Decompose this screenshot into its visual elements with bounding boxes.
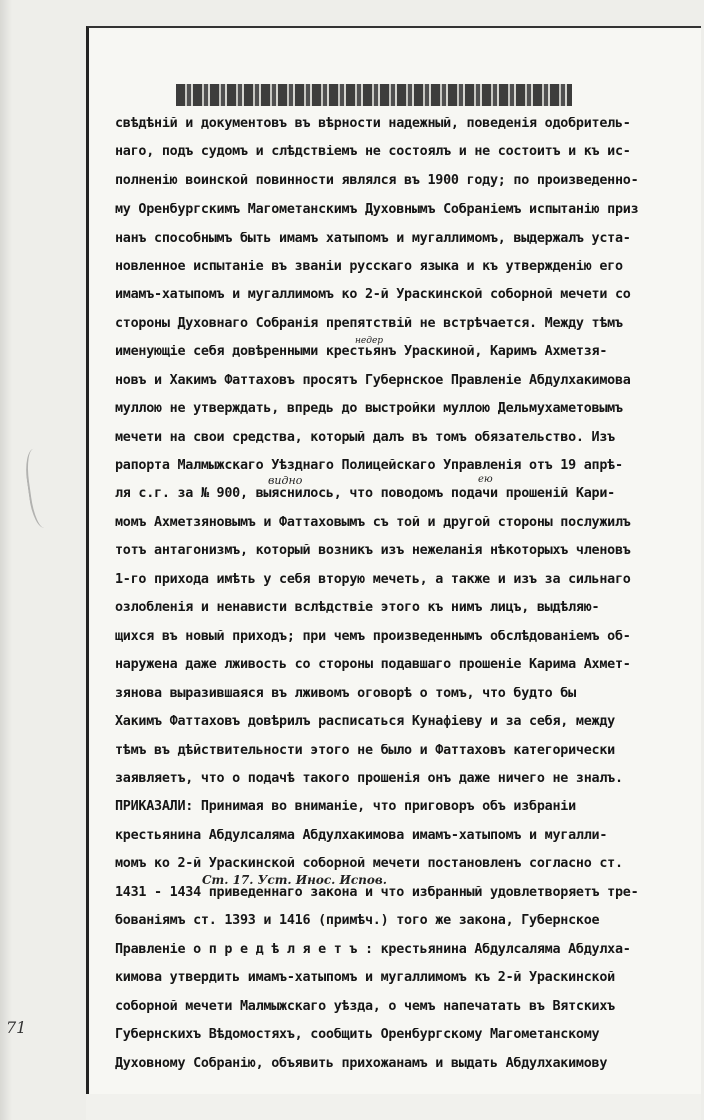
- handwritten-insert: ею: [478, 474, 493, 485]
- page-bottom: [86, 1094, 701, 1120]
- text-line: момъ Ахметзяновымъ и Фаттаховымъ съ той и другой стороны послужилъ: [115, 516, 631, 530]
- scan-left-edge: [0, 0, 12, 1120]
- text-line: рапорта Малмыжскаго Уѣзднаго Полицейскаго Управленiя отъ 19 апрѣ-: [115, 459, 623, 473]
- margin-page-number: 71: [6, 1018, 27, 1037]
- text-line: бованiямъ ст. 1393 и 1416 (примѣч.) того же закона, Губернское: [115, 914, 600, 928]
- handwritten-insert: Ст. 17. Уст. Инос. Испов.: [202, 873, 387, 887]
- text-line: зянова выразившаяся въ лживомъ оговорѣ о томъ, что будто бы: [115, 687, 576, 701]
- handwritten-insert: недер: [355, 336, 384, 346]
- margin-scribble: [23, 446, 62, 529]
- text-line: тотъ антагонизмъ, который возникъ изъ нежеланiя нѣкоторыхъ членовъ: [115, 544, 631, 558]
- text-line: новъ и Хакимъ Фаттаховъ просятъ Губернское Правленiе Абдулхакимова: [115, 374, 631, 388]
- text-line: Духовному Собранiю, объявить прихожанамъ и выдать Абдулхакимову: [115, 1057, 608, 1071]
- text-line: крестьянина Абдулсаляма Абдулхакимова имамъ-хатыпомъ и мугалли-: [115, 829, 608, 843]
- text-line: момъ ко 2-й Ураскинской соборной мечети постановленъ согласно ст.: [115, 857, 623, 871]
- text-line: нанъ способнымъ быть имамъ хатыпомъ и мугаллимомъ, выдержалъ уста-: [115, 232, 631, 246]
- text-line: Хакимъ Фаттаховъ довѣрилъ расписаться Кунафiеву и за себя, между: [115, 715, 615, 729]
- text-line: мечети на свои средства, который далъ въ томъ обязательство. Изъ: [115, 431, 615, 445]
- text-line: новленное испытанiе въ званiи русскаго языка и къ утвержденiю его: [115, 260, 623, 274]
- text-line: соборной мечети Малмыжскаго уѣзда, о чемъ напечатать въ Вятскихъ: [115, 1000, 615, 1014]
- text-line: кимова утвердить имамъ-хатыпомъ и мугаллимомъ къ 2-й Ураскинской: [115, 971, 615, 985]
- text-line: щихся въ новый приходъ; при чемъ произведеннымъ обслѣдованiемъ об-: [115, 630, 631, 644]
- text-line: му Оренбургскимъ Магометанскимъ Духовнымъ Собранiемъ испытанiю приз: [115, 203, 639, 217]
- text-line: озлобленiя и ненависти вслѣдствiе этого къ нимъ лицъ, выдѣляю-: [115, 601, 600, 615]
- text-line: Губернскихъ Вѣдомостяхъ, сообщить Оренбургскому Магометанскому: [115, 1028, 600, 1042]
- text-line: Правленiе о п р е д ѣ л я е т ъ : крестьянина Абдулсаляма Абдулха-: [115, 943, 631, 957]
- text-line: 1-го прихода имѣть у себя вторую мечеть, а также и изъ за сильнаго: [115, 573, 631, 587]
- handwritten-insert: видно: [268, 474, 303, 487]
- text-line: полненiю воинской повинности являлся въ 1900 году; по произведенно-: [115, 174, 639, 188]
- text-line: тѣмъ въ дѣйствительности этого не было и Фаттаховъ категорически: [115, 744, 615, 758]
- text-line: свѣдѣнiй и документовъ въ вѣрности надежный, поведенiя одобритель-: [115, 117, 631, 131]
- text-line: наружена даже лживость со стороны подавшаго прошенiе Карима Ахмет-: [115, 658, 631, 672]
- text-line: муллою не утверждать, впредь до выстройки муллою Дельмухаметовымъ: [115, 402, 623, 416]
- text-line: заявляетъ, что о подачѣ такого прошенiя онъ даже ничего не зналъ.: [115, 772, 623, 786]
- text-line: имамъ-хатыпомъ и мугаллимомъ ко 2-й Ураскинской соборной мечети со: [115, 288, 631, 302]
- text-line: ля с.г. за № 900, выяснилось, что поводомъ подачи прошенiй Кари-: [115, 487, 615, 501]
- text-line: стороны Духовнаго Собранiя препятствiй не встрѣчается. Между тѣмъ: [115, 317, 623, 331]
- text-line: ПРИКАЗАЛИ: Принимая во вниманiе, что приговоръ объ избранiи: [115, 800, 576, 814]
- faded-header: [176, 84, 572, 106]
- text-line: 1431 - 1434 приведеннаго закона и что избранный удовлетворяетъ тре-: [115, 886, 639, 900]
- text-line: наго, подъ судомъ и слѣдствiемъ не состоялъ и не состоитъ и къ ис-: [115, 145, 631, 159]
- text-line: именующiе себя довѣренными крестьянъ Ураскиной, Каримъ Ахметзя-: [115, 345, 608, 359]
